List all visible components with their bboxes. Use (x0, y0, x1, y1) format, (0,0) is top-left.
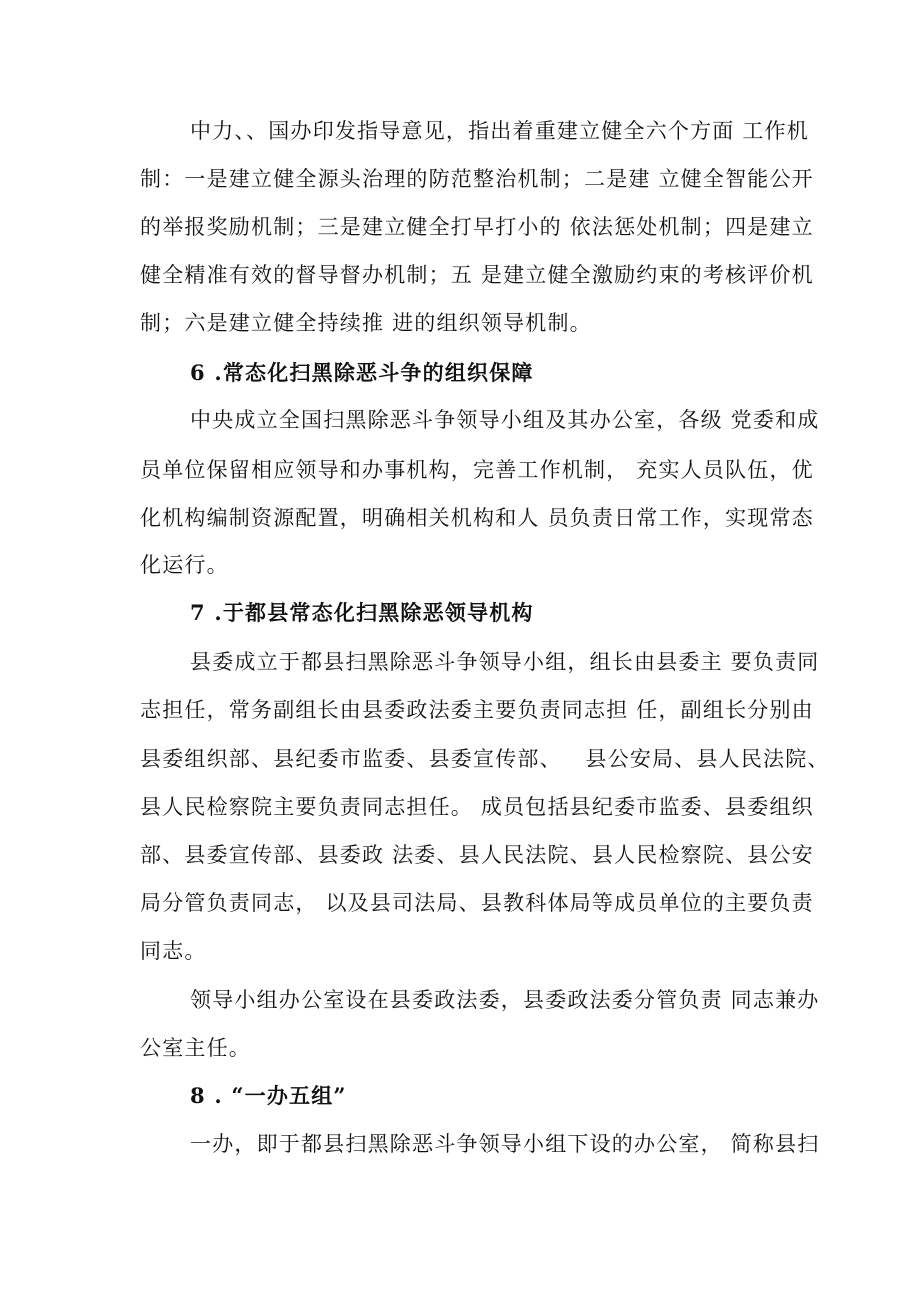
section-heading: 6 .常态化扫黑除恶斗争的组织保障 (190, 360, 534, 385)
paragraph-line: 同志。 (140, 939, 207, 963)
paragraph-line: 县委成立于都县扫黑除恶斗争领导小组，组长由县委主 要负责同 (190, 650, 820, 674)
paragraph-line: 中央成立全国扫黑除恶斗争领导小组及其办公室，各级 党委和成 (190, 408, 820, 432)
paragraph-line: 领导小组办公室设在县委政法委，县委政法委分管负责 同志兼办 (190, 988, 820, 1012)
paragraph-line: 部、县委宣传部、县委政 法委、县人民法院、县人民检察院、县公安 (140, 843, 814, 867)
section-heading: 7 .于都县常态化扫黑除恶领导机构 (190, 600, 534, 625)
section-heading: 8 . “一办五组” (190, 1083, 347, 1108)
paragraph-line: 员单位保留相应领导和办事机构，完善工作机制， 充实人员队伍，优 (140, 458, 814, 482)
paragraph-line: 局分管负责同志， 以及县司法局、县教科体局等成员单位的主要负责 (140, 891, 814, 915)
paragraph-line: 公室主任。 (140, 1036, 251, 1060)
paragraph-line: 县人民检察院主要负责同志担任。 成员包括县纪委市监委、县委组织 (140, 795, 814, 819)
paragraph-line: 健全精准有效的督导督办机制；五 是建立健全激励约束的考核评价机 (140, 263, 814, 287)
paragraph-line: 制：一是建立健全源头治理的防范整治机制；二是建 立健全智能公开 (140, 167, 814, 191)
paragraph-line: 志担任，常务副组长由县委政法委主要负责同志担 任，副组长分别由 (140, 698, 814, 722)
paragraph-line: 制；六是建立健全持续推 进的组织领导机制。 (140, 311, 592, 335)
paragraph-line: 化机构编制资源配置，明确相关机构和人 员负责日常工作，实现常态 (140, 506, 814, 530)
paragraph-line: 中力、、国办印发指导意见，指出着重建立健全六个方面 工作机 (190, 119, 809, 143)
paragraph-line: 县委组织部、县纪委市监委、县委宣传部、 县公安局、县人民法院、 (140, 747, 830, 771)
paragraph-line: 的举报奖励机制；三是建立健全打早打小的 依法惩处机制；四是建立 (140, 215, 814, 239)
paragraph-line: 一办，即于都县扫黑除恶斗争领导小组下设的办公室， 简称县扫 (190, 1132, 820, 1156)
paragraph-line: 化运行。 (140, 553, 229, 577)
